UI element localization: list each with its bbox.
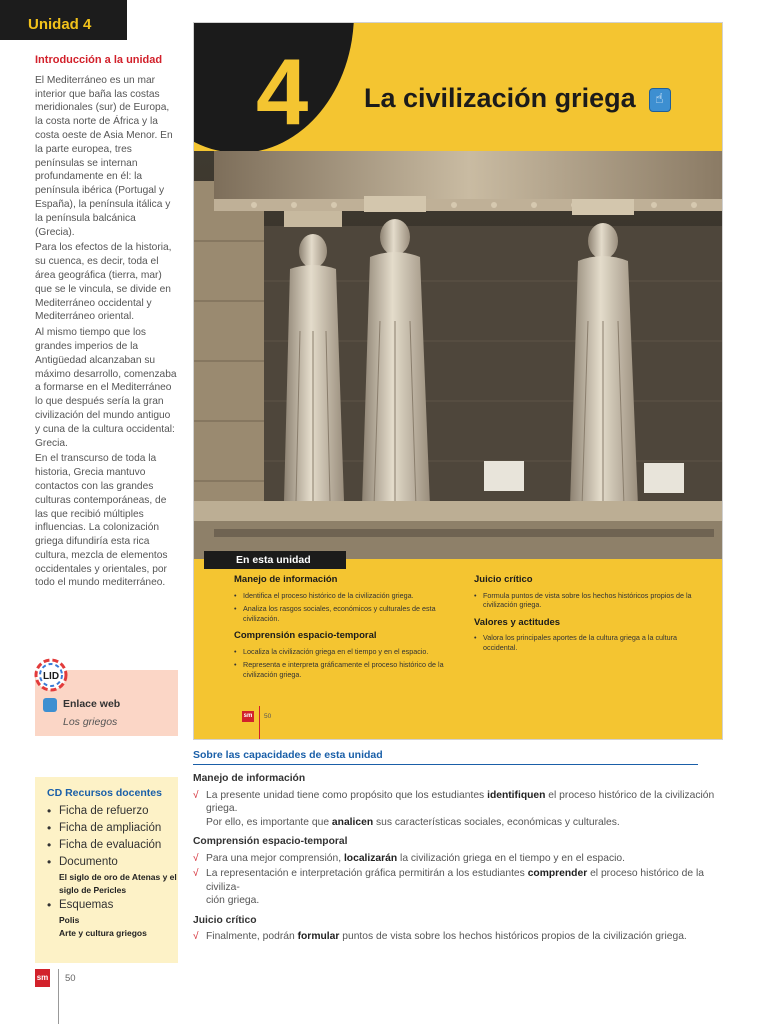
book-juicio-heading: Juicio crítico	[474, 574, 533, 585]
book-page-number: 50	[264, 713, 272, 720]
unit-number: 4	[256, 39, 309, 144]
book-valores-item-1: • Valora los principales aportes de la cultura griega a la cultura occidental.	[474, 633, 704, 652]
intro-paragraph-3: Al mismo tiempo que los grandes imperios de la Antigüedad alcanzaban su máximo desarrollo, comenzaba a formarse en el Mediterráneo lo que después sería la gran civilización del mundo antiguo y cuna de la cultura occidental: Grecia.	[35, 327, 177, 449]
intro-heading: Introducción a la unidad	[35, 54, 163, 66]
book-juicio-item-1: • Formula puntos de vista sobre los hechos históricos propios de la civilización griega.	[474, 591, 704, 610]
cap-juicio-heading: Juicio crítico	[193, 914, 257, 926]
cap-manejo-item: √ La presente unidad tiene como propósito que los estudiantes identifiquen el proceso histórico de la civilización griega. Por ello, es importante que analicen sus características sociales, económicas y culturales.	[193, 789, 715, 828]
book-page-thumbnail	[193, 22, 723, 740]
book-valores-heading: Valores y actitudes	[474, 616, 561, 628]
capacities-title: Sobre las capacidades de esta unidad	[193, 749, 698, 765]
intro-paragraph-1: El Mediterráneo es un mar interior que baña las costas meridionales (sur) de Europa, la costa norte de África y la costa oeste de Asia Menor. En la parte europea, tres penínsulas se internan profundamente en él: la península ibérica (Portugal y España), la península itálica y la península balcánica (Grecia).	[35, 74, 173, 238]
book-title: La civilización griega	[364, 83, 636, 113]
sm-logo-small: sm	[242, 711, 254, 722]
sm-logo: sm	[35, 969, 50, 987]
check-icon: √	[193, 852, 199, 864]
cd-title: CD Recursos docentes	[47, 787, 162, 799]
intro-column	[35, 52, 178, 592]
cd-item-evaluacion[interactable]: • Ficha de evaluación	[47, 837, 178, 854]
cap-comp-heading: Comprensión espacio-temporal	[193, 836, 348, 847]
book-manejo-heading: Manejo de información	[234, 574, 338, 585]
cd-item-documento[interactable]: • Documento	[47, 854, 178, 871]
cd-documento-sub-2[interactable]: siglo de Pericles	[59, 885, 127, 895]
page-number: 50	[65, 973, 76, 984]
en-esta-unidad-tag: En esta unidad	[204, 551, 346, 569]
capacities-body	[193, 772, 723, 950]
book-comprension-heading: Comprensión espacio-temporal	[234, 630, 377, 641]
book-manejo-item-2: • Analiza los rasgos sociales, económicos y culturales de esta civilización.	[234, 604, 462, 623]
cd-item-refuerzo[interactable]: • Ficha de refuerzo	[47, 803, 178, 820]
intro-paragraph-4: En el transcurso de toda la historia, Grecia mantuvo contactos con las grandes culturas contemporáneas, de las que recibió múltiples influencias. La colonización griega difundiría esta rica cultura, mezcla de elementos occidentales y orientales, por todo el mundo mediterráneo.	[35, 453, 168, 589]
cap-manejo-heading: Manejo de información	[193, 773, 306, 784]
cap-comp-item-2: √ La representación e interpretación gráfica permitirán a los estudiantes comprender el proceso histórico de la civiliza- ción griega.	[193, 868, 704, 906]
unit-tab: Unidad 4	[0, 0, 127, 40]
pointing-hand-icon[interactable]: ☝	[649, 88, 671, 112]
page-divider-small	[259, 706, 260, 740]
book-comprension-item-1: • Localiza la civilización griega en el tiempo y en el espacio.	[234, 647, 462, 657]
cd-documento-sub-1[interactable]: El siglo de oro de Atenas y el	[59, 872, 177, 882]
enlace-title[interactable]: Enlace web	[63, 698, 121, 710]
check-icon: √	[193, 931, 199, 942]
lid-logo-text: LID	[42, 671, 60, 682]
footer-divider	[58, 969, 59, 1024]
check-icon: √	[193, 789, 199, 801]
enlace-subtitle[interactable]: Los griegos	[63, 716, 118, 728]
book-manejo-item-1: • Identifica el proceso histórico de la civilización griega.	[234, 591, 462, 601]
cd-resources-box	[35, 777, 178, 963]
cd-item-esquemas[interactable]: • Esquemas	[47, 897, 178, 914]
intro-paragraph-2: Para los efectos de la historia, su cuenca, es decir, toda el área geográfica (tierra, mar) que se le vincula, se divide en Mediterráneo occidental y Mediterráneo oriental.	[35, 242, 172, 323]
book-left-column	[234, 575, 462, 687]
cd-esquemas-sub-2[interactable]: Arte y cultura griegos	[59, 928, 147, 938]
lid-logo	[33, 657, 69, 693]
cap-juicio-item: √ Finalmente, podrán formular puntos de vista sobre los hechos históricos propios de la civilización griega.	[193, 931, 687, 942]
check-icon: √	[193, 868, 199, 879]
book-comprension-item-2: • Representa e interpreta gráficamente el proceso histórico de la civilización griega.	[234, 660, 462, 679]
cd-item-ampliacion[interactable]: • Ficha de ampliación	[47, 820, 178, 837]
caryatids-photo	[194, 151, 723, 559]
cap-comp-item-1: √ Para una mejor comprensión, localizarán la civilización griega en el tiempo y en el espacio.	[193, 852, 625, 864]
cd-esquemas-sub-1[interactable]: Polis	[59, 915, 80, 925]
hand-link-icon[interactable]	[43, 698, 57, 712]
book-right-column	[474, 575, 704, 660]
